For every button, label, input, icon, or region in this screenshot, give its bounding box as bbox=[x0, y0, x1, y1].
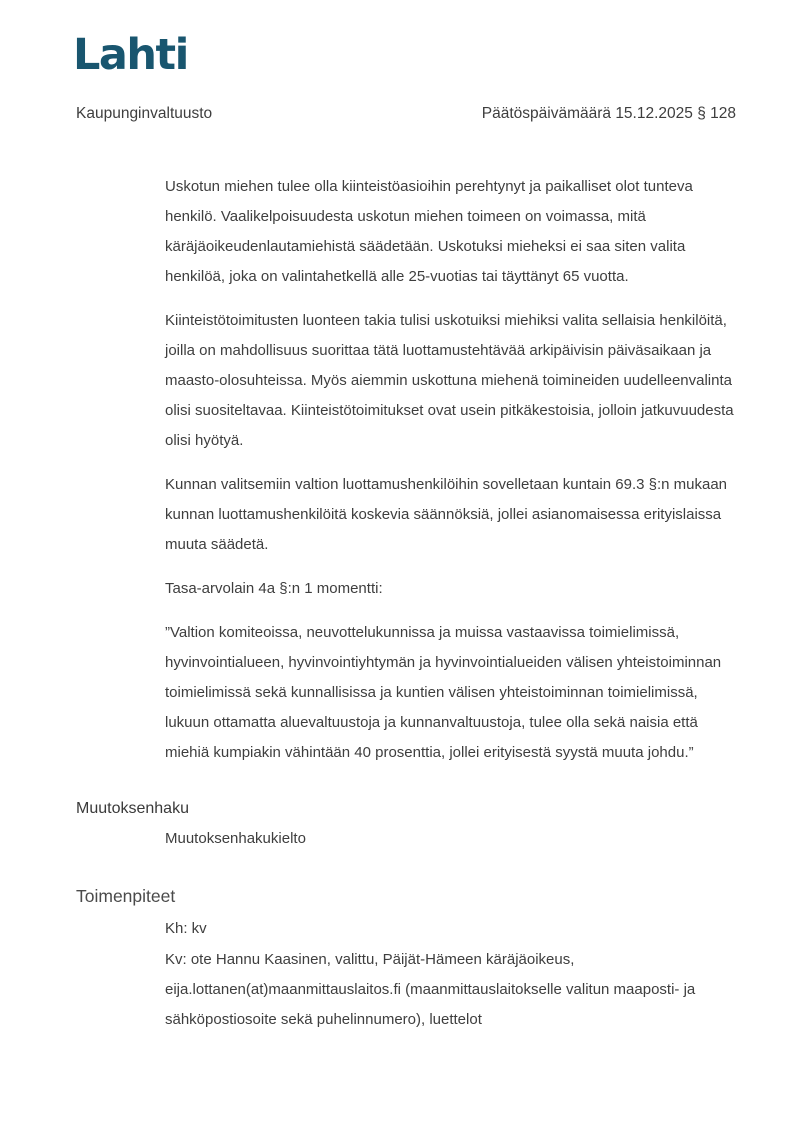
section-heading-muutoksenhaku: Muutoksenhaku bbox=[76, 800, 189, 817]
toimenpiteet-line-kv: Kv: ote Hannu Kaasinen, valittu, Päijät-Hämeen käräjäoikeus, eija.lottanen(at)maanmittauslaitos.fi (maanmittauslaitokselle valitun maaposti- ja sähköpostiosoite sekä puhelinnumero), luettelot bbox=[165, 951, 696, 1028]
body-paragraph-1: Uskotun miehen tulee olla kiinteistöasioihin perehtynyt ja paikalliset olot tunteva henkilö. Vaalikelpoisuudesta uskotun miehen toimeen on voimassa, mitä käräjäoikeudenlautamiehistä säädetään. Uskotuksi mieheksi ei saa siten valita henkilöä, joka on valintahetkellä alle 25-vuotias tai täyttänyt 65 vuotta. bbox=[165, 178, 693, 285]
document-header bbox=[76, 105, 736, 123]
toimenpiteet-line-kh: Kh: kv bbox=[165, 920, 207, 937]
lahti-city-logo: Lahti bbox=[73, 30, 188, 80]
body-paragraph-3: Kunnan valitsemiin valtion luottamushenkilöihin sovelletaan kuntain 69.3 §:n mukaan kunnan luottamushenkilöitä koskevia säännöksiä, jollei asianomaisessa erityislaissa muuta säädetä. bbox=[165, 476, 728, 553]
decision-date: Päätöspäivämäärä 15.12.2025 § 128 bbox=[481, 105, 736, 122]
toimenpiteet-content bbox=[165, 914, 743, 1036]
document-body bbox=[165, 172, 743, 782]
body-paragraph-law-reference: Tasa-arvolain 4a §:n 1 momentti: bbox=[165, 580, 383, 597]
body-paragraph-2: Kiinteistötoimitusten luonteen takia tulisi uskotuiksi miehiksi valita sellaisia henkilöitä, joilla on mahdollisuus suorittaa tätä luottamustehtävää arkipäivisin päiväsaikaan ja maasto-olosuhteissa. Myös aiemmin uskottuna miehenä toimineiden uudelleenvalinta olisi suositeltavaa. Kiinteistötoimitukset ovat usein pitkäkestoisia, jolloin jatkuvuudesta olisi hyötyä. bbox=[165, 312, 734, 449]
body-paragraph-quote: ”Valtion komiteoissa, neuvottelukunnissa ja muissa vastaavissa toimielimissä, hyvinvointialueen, hyvinvointiyhtymän ja hyvinvointialueiden välisen yhteistoiminnan toimielimissä sekä kunnallisissa ja kuntien välisen yhteistoiminnan toimielimissä, lukuun ottamatta aluevaltuustoja ja kunnanvaltuustoja, tulee olla sekä naisia että miehiä kumpiakin vähintään 40 prosenttia, jollei erityisestä syystä muuta johdu.” bbox=[165, 624, 722, 761]
organization-name: Kaupunginvaltuusto bbox=[76, 105, 213, 122]
muutoksenhaku-content: Muutoksenhakukielto bbox=[165, 830, 306, 847]
section-heading-toimenpiteet: Toimenpiteet bbox=[76, 886, 176, 906]
